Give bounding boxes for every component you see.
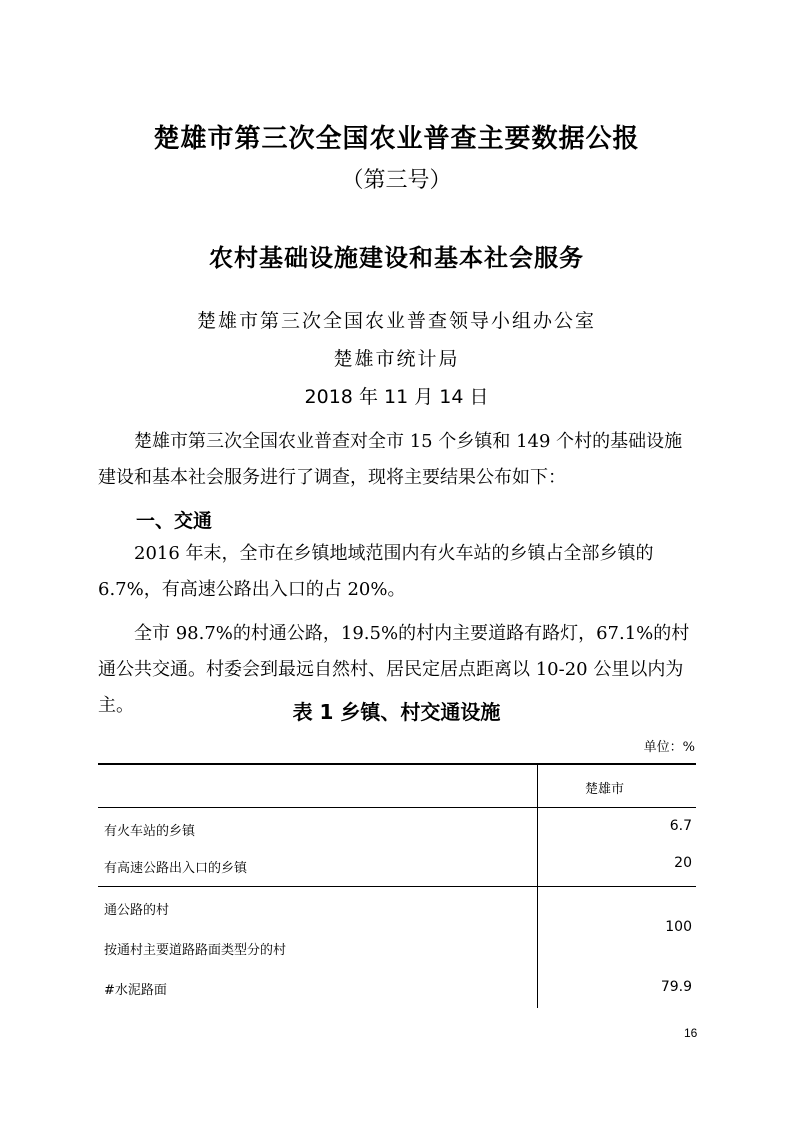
page-title: 楚雄市第三次全国农业普查主要数据公报 — [153, 124, 640, 154]
table-column-divider — [537, 763, 538, 1008]
issuing-office: 楚雄市第三次全国农业普查领导小组办公室 — [196, 310, 596, 332]
table-row-label: 按通村主要道路路面类型分的村 — [104, 943, 287, 958]
section-title: 农村基础设施建设和基本社会服务 — [209, 244, 584, 272]
paragraph-transport-2: 全市 98.7%的村通公路，19.5%的村内主要道路有路灯，67.1%的村通公共交通。村委会到最远自然村、居民定居点距离以 10-20 公里以内为主。 — [98, 623, 690, 716]
table-row-value: 79.9 — [660, 979, 692, 995]
table-row-label: 通公路的村 — [104, 903, 170, 918]
table-group-rule — [98, 886, 696, 887]
table-row-value: 100 — [665, 919, 692, 935]
table-top-rule — [98, 763, 696, 765]
table-row-label: 有火车站的乡镇 — [104, 824, 196, 839]
table-header-rule — [98, 807, 696, 808]
table-caption: 表 1 乡镇、村交通设施 — [292, 700, 501, 724]
table-row-value: 6.7 — [669, 818, 692, 834]
table-row-label: 有高速公路出入口的乡镇 — [104, 861, 248, 876]
issuing-bureau: 楚雄市统计局 — [333, 348, 460, 370]
heading-transport: 一、交通 — [136, 510, 213, 532]
table-column-header: 楚雄市 — [585, 782, 625, 797]
table-row-value: 20 — [674, 855, 692, 871]
paragraph-transport-1: 2016 年末，全市在乡镇地域范围内有火车站的乡镇占全部乡镇的 6.7%，有高速公路出入口的占 20%。 — [98, 543, 654, 600]
page-subtitle: （第三号） — [341, 168, 452, 193]
table-row-label: #水泥路面 — [104, 983, 167, 998]
page-number: 16 — [684, 1026, 698, 1040]
intro-paragraph: 楚雄市第三次全国农业普查对全市 15 个乡镇和 149 个村的基础设施建设和基本社会服务进行了调查，现将主要结果公布如下： — [98, 431, 683, 488]
publish-date: 2018 年 11 月 14 日 — [304, 386, 489, 408]
table-unit: 单位：% — [643, 740, 695, 755]
